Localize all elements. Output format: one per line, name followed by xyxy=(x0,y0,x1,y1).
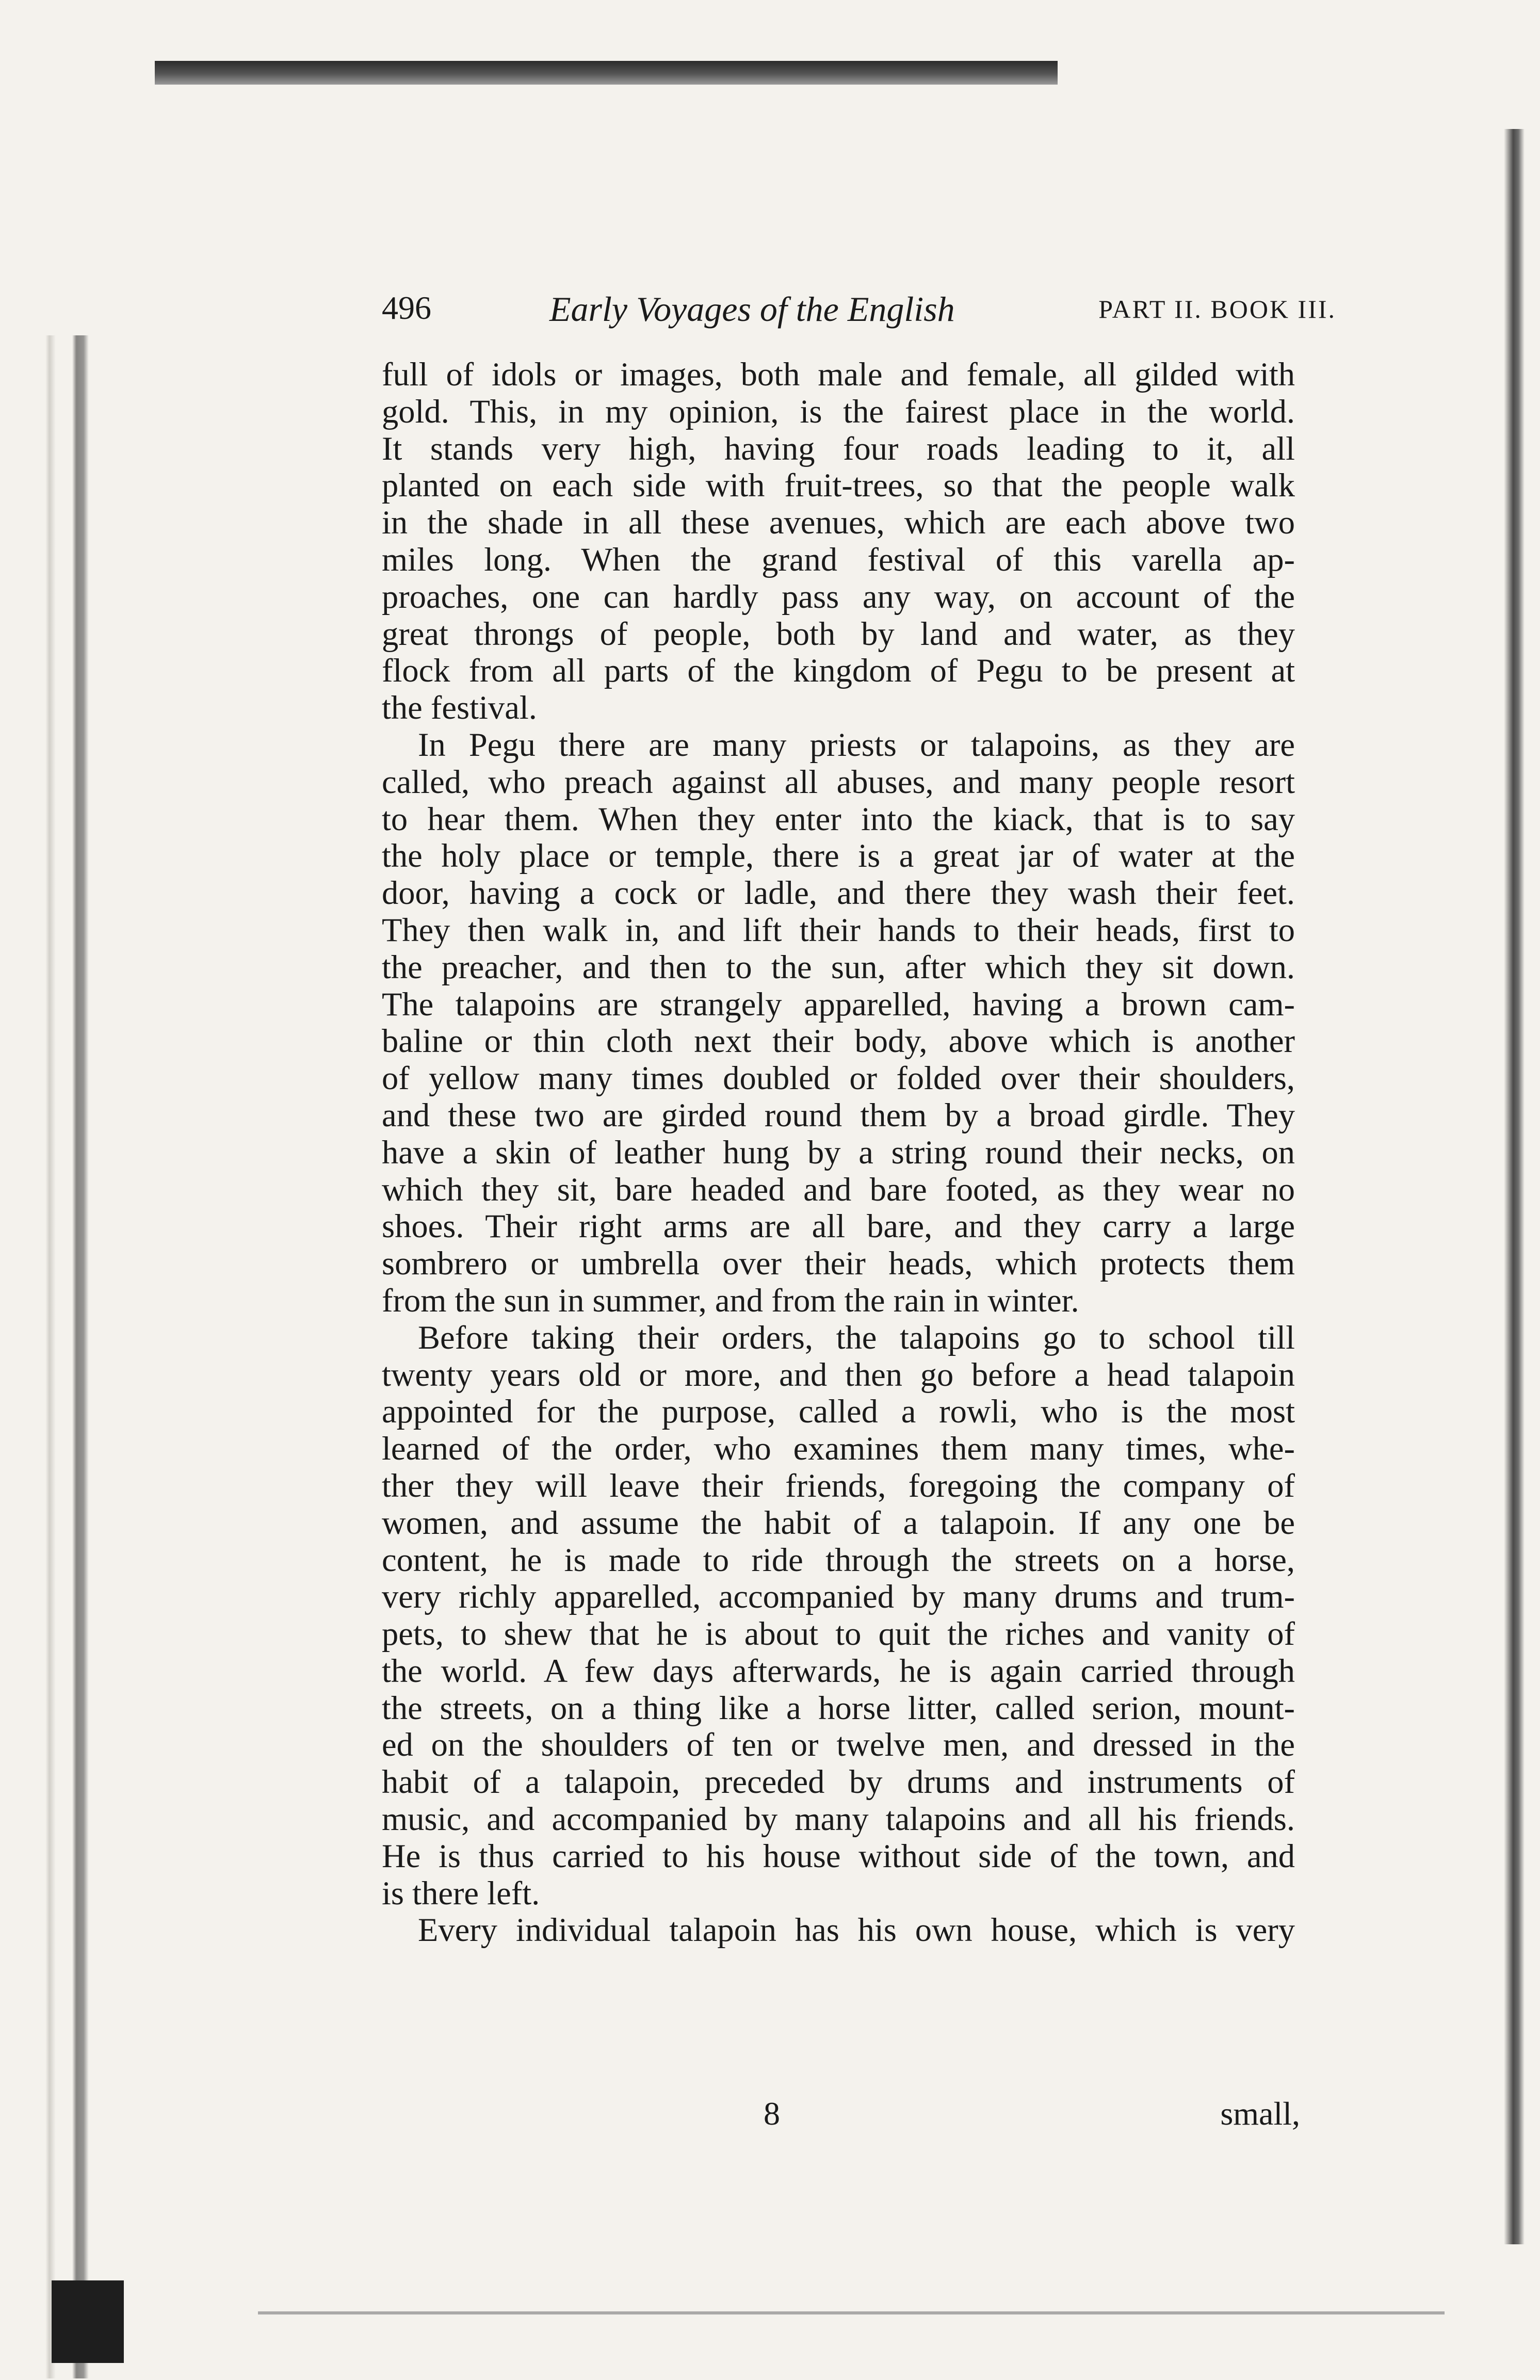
text-line: habit of a talapoin, preceded by drums and instruments of xyxy=(382,1763,1295,1801)
text-line: planted on each side with fruit-trees, so that the people walk xyxy=(382,467,1295,504)
text-line: Before taking their orders, the talapoins go to school till xyxy=(418,1319,1295,1356)
text-line: twenty years old or more, and then go before a head talapoin xyxy=(382,1356,1295,1393)
scan-edge-right xyxy=(1504,129,1525,2244)
text-line: have a skin of leather hung by a string round their necks, on xyxy=(382,1134,1295,1171)
text-line: They then walk in, and lift their hands to their heads, first to xyxy=(382,911,1295,948)
text-line: in the shade in all these avenues, which are each above two xyxy=(382,504,1295,541)
text-line: to hear them. When they enter into the kiack, that is to say xyxy=(382,800,1295,837)
text-line: the holy place or temple, there is a great jar of water at the xyxy=(382,837,1295,875)
text-line: pets, to shew that he is about to quit the riches and vanity of xyxy=(382,1615,1295,1653)
part-book-label: PART II. BOOK III. xyxy=(1098,295,1336,323)
text-line: the preacher, and then to the sun, after which they sit down. xyxy=(382,948,1295,985)
text-line: In Pegu there are many priests or talapoins, as they are xyxy=(418,726,1295,763)
running-header xyxy=(382,289,1336,335)
text-line: appointed for the purpose, called a rowli, who is the most xyxy=(382,1393,1295,1430)
text-line: He is thus carried to his house without side of the town, and xyxy=(382,1837,1295,1874)
body-text xyxy=(382,356,1295,1949)
catchword: small, xyxy=(1220,2095,1300,2132)
text-line: called, who preach against all abuses, and many people resort xyxy=(382,763,1295,800)
scan-edge-bottom xyxy=(258,2311,1445,2314)
text-line: ed on the shoulders of ten or twelve men, and dressed in the xyxy=(382,1726,1295,1763)
text-line: and these two are girded round them by a broad girdle. They xyxy=(382,1096,1295,1134)
text-line: door, having a cock or ladle, and there they wash their feet. xyxy=(382,875,1295,912)
text-line: Every individual talapoin has his own house, which is very xyxy=(418,1912,1295,1949)
text-line: the streets, on a thing like a horse litter, called serion, mount- xyxy=(382,1689,1295,1726)
text-line: content, he is made to ride through the streets on a horse, xyxy=(382,1541,1295,1578)
text-line: from the sun in summer, and from the rain in winter. xyxy=(382,1282,1079,1319)
text-line: very richly apparelled, accompanied by many drums and trum- xyxy=(382,1578,1295,1615)
text-line: music, and accompanied by many talapoins and all his friends. xyxy=(382,1801,1295,1838)
text-line: gold. This, in my opinion, is the fairest place in the world. xyxy=(382,393,1295,430)
text-line: which they sit, bare headed and bare footed, as they wear no xyxy=(382,1171,1295,1208)
page-footer xyxy=(382,2095,1300,2136)
text-line: is there left. xyxy=(382,1874,540,1912)
text-line: The talapoins are strangely apparelled, having a brown cam- xyxy=(382,985,1295,1023)
text-line: ther they will leave their friends, foregoing the company of xyxy=(382,1467,1295,1504)
scan-edge-top xyxy=(155,61,1058,85)
signature-mark: 8 xyxy=(764,2095,780,2132)
running-title: Early Voyages of the English xyxy=(549,289,955,329)
text-line: full of idols or images, both male and female, all gilded with xyxy=(382,356,1295,393)
scan-edge-corner xyxy=(52,2280,124,2363)
scan-edge-left xyxy=(0,335,103,2378)
text-line: baline or thin cloth next their body, above which is another xyxy=(382,1023,1295,1060)
text-line: It stands very high, having four roads leading to it, all xyxy=(382,430,1295,467)
text-line: the festival. xyxy=(382,689,537,726)
text-line: women, and assume the habit of a talapoin. If any one be xyxy=(382,1504,1295,1541)
text-line: proaches, one can hardly pass any way, on account of the xyxy=(382,578,1295,615)
text-line: learned of the order, who examines them many times, whe- xyxy=(382,1430,1295,1467)
text-line: sombrero or umbrella over their heads, which protects them xyxy=(382,1245,1295,1282)
text-line: miles long. When the grand festival of this varella ap- xyxy=(382,541,1295,578)
page-number: 496 xyxy=(382,289,431,326)
text-line: flock from all parts of the kingdom of Pegu to be present at xyxy=(382,652,1295,689)
text-line: of yellow many times doubled or folded over their shoulders, xyxy=(382,1060,1295,1097)
text-line: great throngs of people, both by land and water, as they xyxy=(382,615,1295,652)
text-line: shoes. Their right arms are all bare, and they carry a large xyxy=(382,1208,1295,1245)
text-line: the world. A few days afterwards, he is again carried through xyxy=(382,1652,1295,1689)
